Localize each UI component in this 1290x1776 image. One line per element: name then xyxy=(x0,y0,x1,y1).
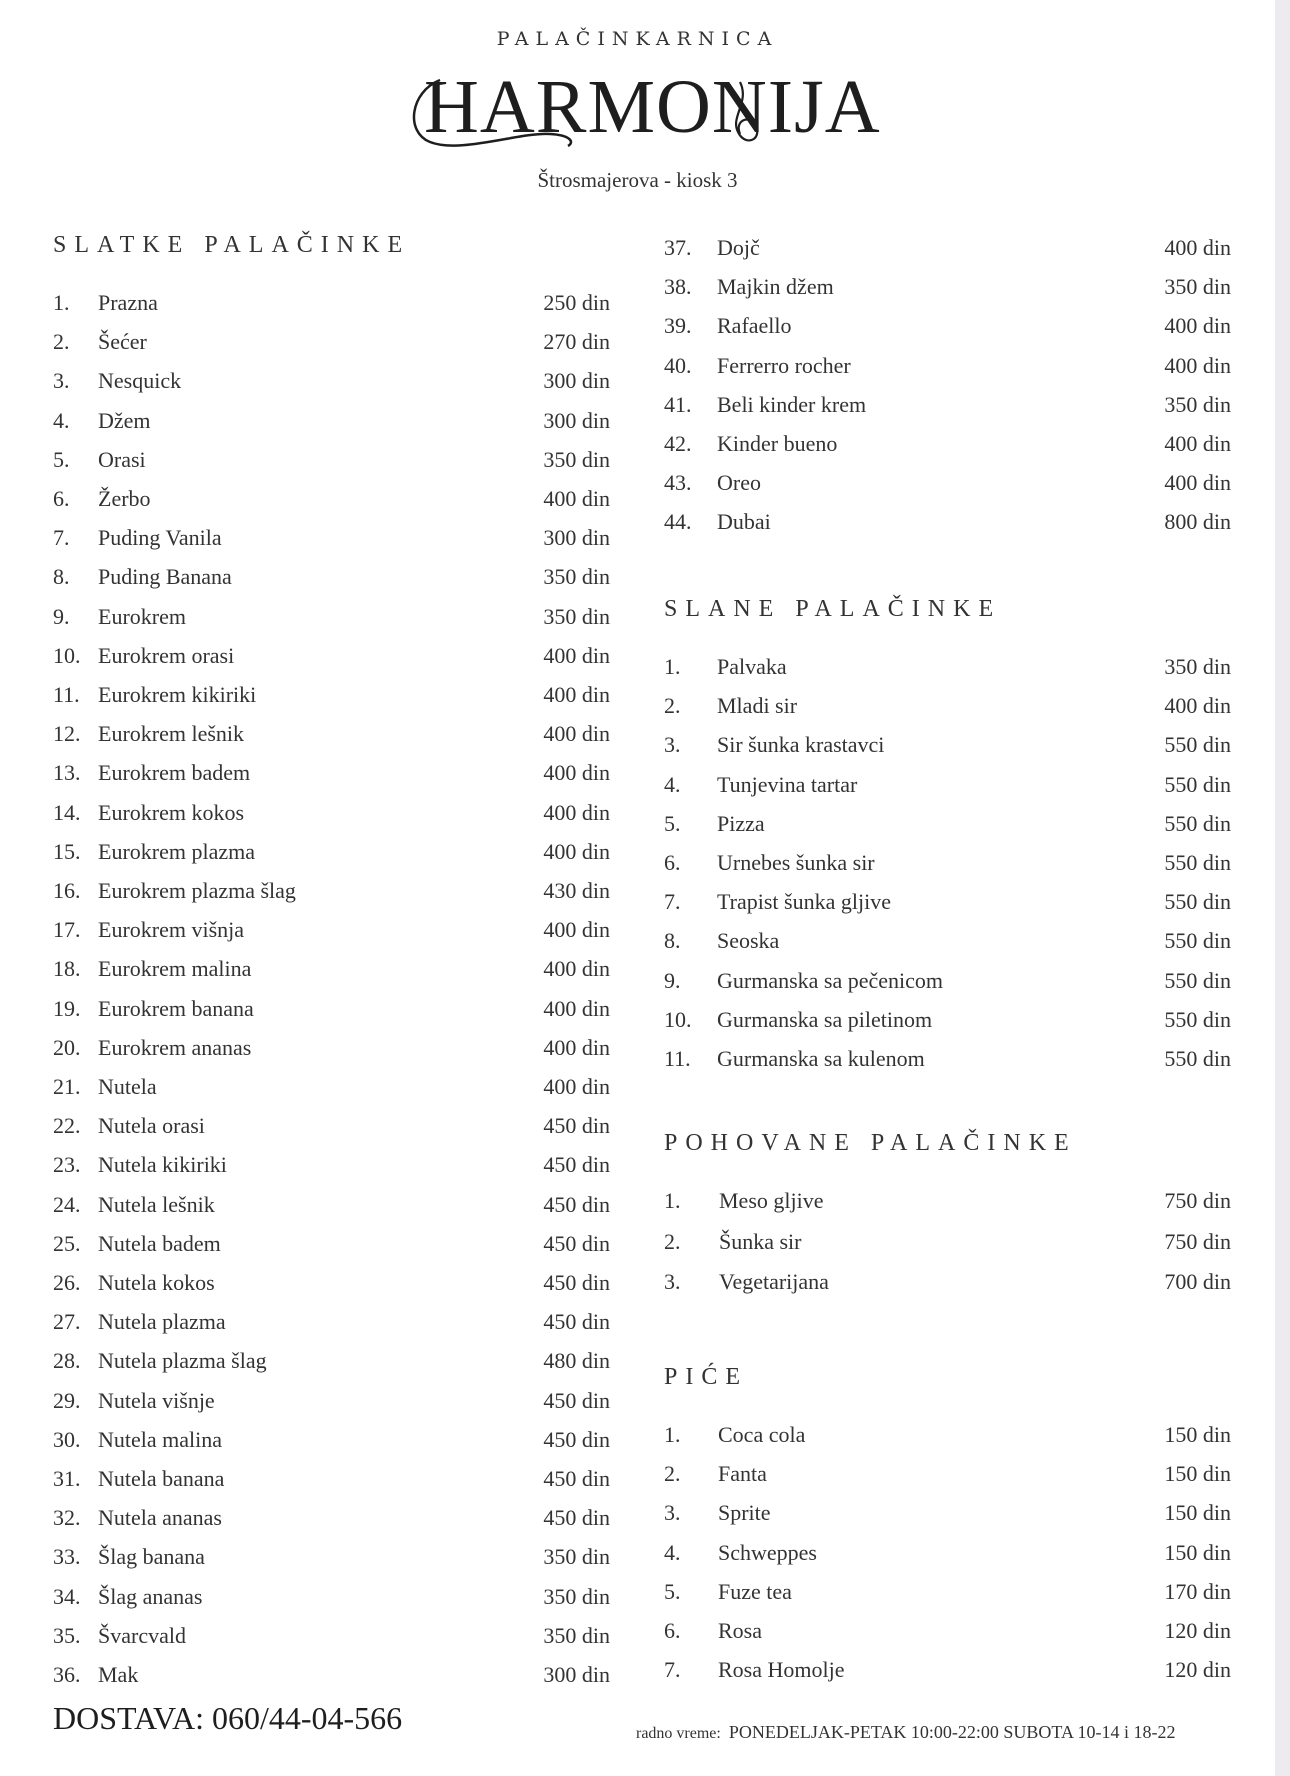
item-price: 120 din xyxy=(1164,1618,1231,1643)
item-name: Ferrerro rocher xyxy=(717,352,851,378)
menu-item xyxy=(53,1068,610,1104)
menu-item xyxy=(53,598,610,634)
item-number: 1. xyxy=(664,654,681,679)
item-number: 33. xyxy=(53,1544,81,1570)
item-price: 550 din xyxy=(1164,928,1231,954)
item-price: 550 din xyxy=(1164,810,1231,836)
item-number: 4. xyxy=(53,407,70,433)
item-price: 170 din xyxy=(1164,1578,1231,1604)
item-number: 7. xyxy=(664,1657,681,1683)
item-name: Rosa Homolje xyxy=(718,1657,845,1683)
item-number: 4. xyxy=(664,771,681,797)
item-name: Kinder bueno xyxy=(717,431,838,456)
item-price: 120 din xyxy=(1164,1657,1231,1683)
menu-item xyxy=(53,402,610,438)
item-number: 8. xyxy=(53,564,70,590)
menu-item xyxy=(664,766,1231,802)
item-name: Nutela višnje xyxy=(98,1387,215,1413)
item-number: 28. xyxy=(53,1348,81,1374)
logo-text: HARMONIJA xyxy=(424,65,881,149)
item-price: 450 din xyxy=(543,1191,610,1217)
item-name: Sir šunka krastavci xyxy=(717,732,885,758)
menu-item xyxy=(53,1538,610,1574)
item-number: 29. xyxy=(53,1387,81,1413)
item-price: 450 din xyxy=(543,1230,610,1256)
menu-item xyxy=(664,1651,1231,1687)
item-number: 1. xyxy=(664,1422,681,1447)
item-number: 36. xyxy=(53,1662,81,1687)
item-number: 1. xyxy=(53,290,70,315)
item-name: Eurokrem orasi xyxy=(98,642,235,668)
item-name: Majkin džem xyxy=(717,274,834,300)
menu-item xyxy=(53,950,610,986)
item-number: 2. xyxy=(53,329,70,355)
item-price: 550 din xyxy=(1164,732,1231,758)
item-name: Eurokrem xyxy=(98,603,186,629)
item-price: 550 din xyxy=(1164,1006,1231,1032)
item-name: Eurokrem višnja xyxy=(98,917,245,943)
item-name: Šlag banana xyxy=(98,1544,205,1570)
item-number: 9. xyxy=(53,603,70,629)
item-price: 550 din xyxy=(1164,1046,1231,1071)
item-price: 150 din xyxy=(1164,1500,1231,1526)
item-price: 300 din xyxy=(543,525,610,551)
item-number: 42. xyxy=(664,431,692,456)
item-number: 10. xyxy=(53,642,81,668)
item-price: 150 din xyxy=(1164,1461,1231,1487)
menu-item xyxy=(664,347,1231,383)
item-price: 550 din xyxy=(1164,771,1231,797)
item-number: 23. xyxy=(53,1152,81,1178)
item-price: 700 din xyxy=(1164,1269,1231,1294)
section-title: POHOVANE PALAČINKE xyxy=(664,1130,1077,1156)
item-number: 37. xyxy=(664,235,692,260)
item-number: 13. xyxy=(53,760,81,786)
menu-item xyxy=(664,1001,1231,1037)
item-price: 400 din xyxy=(543,760,610,786)
item-name: Šlag ananas xyxy=(98,1583,203,1609)
menu-item xyxy=(53,1656,610,1692)
item-number: 7. xyxy=(664,889,681,915)
item-number: 12. xyxy=(53,721,81,747)
menu-item xyxy=(53,558,610,594)
menu-item xyxy=(53,1382,610,1418)
item-price: 550 din xyxy=(1164,889,1231,915)
menu-item xyxy=(53,911,610,947)
item-name: Nutela lešnik xyxy=(98,1191,215,1217)
item-name: Coca cola xyxy=(718,1422,806,1447)
item-price: 550 din xyxy=(1164,967,1231,993)
item-price: 300 din xyxy=(543,1662,610,1687)
item-price: 400 din xyxy=(543,995,610,1021)
item-name: Nutela plazma xyxy=(98,1309,226,1335)
item-price: 400 din xyxy=(1164,693,1231,719)
menu-item xyxy=(664,687,1231,723)
item-number: 16. xyxy=(53,878,81,903)
item-price: 150 din xyxy=(1164,1422,1231,1447)
menu-item xyxy=(53,1421,610,1457)
item-name: Pizza xyxy=(717,810,765,836)
item-name: Žerbo xyxy=(98,486,151,511)
menu-header xyxy=(0,0,1275,210)
item-number: 11. xyxy=(53,682,80,707)
page-edge xyxy=(1275,0,1290,1776)
item-name: Šunka sir xyxy=(719,1228,802,1254)
item-number: 3. xyxy=(664,1269,681,1294)
menu-item xyxy=(53,990,610,1026)
item-number: 32. xyxy=(53,1505,81,1531)
item-number: 7. xyxy=(53,525,70,551)
item-price: 350 din xyxy=(543,446,610,472)
menu-item xyxy=(53,362,610,398)
section-title: PIĆE xyxy=(664,1364,749,1390)
item-name: Eurokrem kokos xyxy=(98,799,245,825)
item-name: Fanta xyxy=(718,1461,767,1487)
item-number: 20. xyxy=(53,1034,81,1060)
menu-item xyxy=(53,637,610,673)
item-number: 5. xyxy=(53,446,70,472)
item-price: 350 din xyxy=(543,1583,610,1609)
menu-item xyxy=(53,1029,610,1065)
item-number: 6. xyxy=(664,850,681,875)
menu-item xyxy=(53,1225,610,1261)
item-number: 24. xyxy=(53,1191,81,1217)
item-price: 350 din xyxy=(543,603,610,629)
item-price: 750 din xyxy=(1164,1228,1231,1254)
item-name: Sprite xyxy=(718,1500,771,1526)
item-price: 400 din xyxy=(543,956,610,982)
item-name: Rafaello xyxy=(717,313,792,339)
item-name: Nutela malina xyxy=(98,1426,223,1452)
item-price: 400 din xyxy=(543,1074,610,1099)
item-number: 21. xyxy=(53,1074,81,1099)
item-name: Palvaka xyxy=(717,654,787,679)
item-name: Nesquick xyxy=(98,368,182,394)
menu-item xyxy=(53,480,610,516)
item-name: Mladi sir xyxy=(717,693,798,719)
item-number: 40. xyxy=(664,352,692,378)
menu-item xyxy=(664,648,1231,684)
item-name: Nutela xyxy=(98,1074,157,1099)
menu-item xyxy=(664,1612,1231,1648)
item-price: 400 din xyxy=(1164,470,1231,496)
item-price: 450 din xyxy=(543,1387,610,1413)
menu-item xyxy=(53,1107,610,1143)
item-name: Eurokrem kikiriki xyxy=(98,682,257,707)
menu-item xyxy=(664,844,1231,880)
menu-item xyxy=(53,1264,610,1300)
item-number: 25. xyxy=(53,1230,81,1256)
menu-item xyxy=(664,229,1231,265)
item-price: 450 din xyxy=(543,1113,610,1139)
menu-item xyxy=(664,962,1231,998)
item-price: 350 din xyxy=(1164,274,1231,300)
item-number: 17. xyxy=(53,917,81,943)
item-name: Švarcvald xyxy=(98,1622,186,1648)
menu-item xyxy=(664,268,1231,304)
item-name: Dojč xyxy=(717,235,760,260)
item-price: 350 din xyxy=(543,1544,610,1570)
item-number: 43. xyxy=(664,470,692,496)
item-name: Eurokrem malina xyxy=(98,956,252,982)
business-type: PALAČINKARNICA xyxy=(496,28,779,50)
item-number: 34. xyxy=(53,1583,81,1609)
menu-item xyxy=(53,519,610,555)
item-number: 26. xyxy=(53,1270,81,1295)
menu-item xyxy=(53,754,610,790)
section-title: SLATKE PALAČINKE xyxy=(53,232,411,258)
menu-item xyxy=(53,1460,610,1496)
item-price: 400 din xyxy=(1164,313,1231,339)
item-name: Oreo xyxy=(717,470,761,496)
menu-item xyxy=(53,1303,610,1339)
item-price: 450 din xyxy=(543,1466,610,1491)
item-number: 1. xyxy=(664,1188,681,1213)
menu-item xyxy=(664,503,1231,539)
item-price: 450 din xyxy=(543,1426,610,1452)
menu-item xyxy=(53,284,610,320)
menu-item xyxy=(664,464,1231,500)
item-number: 39. xyxy=(664,313,692,339)
item-price: 400 din xyxy=(543,642,610,668)
menu-item xyxy=(664,883,1231,919)
item-number: 44. xyxy=(664,509,692,535)
menu-item xyxy=(53,872,610,908)
item-name: Tunjevina tartar xyxy=(717,771,858,797)
item-price: 550 din xyxy=(1164,850,1231,875)
menu-item xyxy=(53,1146,610,1182)
item-number: 14. xyxy=(53,799,81,825)
menu-item xyxy=(664,805,1231,841)
menu-item xyxy=(664,1416,1231,1452)
item-number: 3. xyxy=(664,1500,681,1526)
item-number: 15. xyxy=(53,838,81,864)
item-number: 9. xyxy=(664,967,681,993)
menu-item xyxy=(664,307,1231,343)
item-price: 400 din xyxy=(543,838,610,864)
item-price: 400 din xyxy=(1164,352,1231,378)
item-price: 800 din xyxy=(1164,509,1231,535)
item-name: Dubai xyxy=(717,509,771,535)
item-number: 18. xyxy=(53,956,81,982)
item-number: 35. xyxy=(53,1622,81,1648)
item-name: Nutela kokos xyxy=(98,1270,215,1295)
item-price: 450 din xyxy=(543,1309,610,1335)
item-name: Meso gljive xyxy=(719,1188,824,1213)
working-hours xyxy=(636,1722,1175,1743)
item-name: Schweppes xyxy=(718,1539,817,1565)
item-price: 400 din xyxy=(543,721,610,747)
item-name: Eurokrem plazma xyxy=(98,838,255,864)
item-price: 400 din xyxy=(543,682,610,707)
item-price: 450 din xyxy=(543,1505,610,1531)
item-number: 2. xyxy=(664,1461,681,1487)
item-price: 400 din xyxy=(1164,235,1231,260)
item-number: 41. xyxy=(664,391,692,417)
menu-item xyxy=(664,1534,1231,1570)
item-price: 150 din xyxy=(1164,1539,1231,1565)
item-price: 450 din xyxy=(543,1270,610,1295)
item-name: Urnebes šunka sir xyxy=(717,850,875,875)
menu-item xyxy=(664,1263,1231,1299)
item-name: Nutela orasi xyxy=(98,1113,205,1139)
item-number: 31. xyxy=(53,1466,81,1491)
item-price: 400 din xyxy=(543,917,610,943)
item-name: Mak xyxy=(98,1662,139,1687)
item-price: 250 din xyxy=(543,290,610,315)
item-number: 38. xyxy=(664,274,692,300)
item-name: Nutela plazma šlag xyxy=(98,1348,267,1374)
working-hours-label: radno vreme: xyxy=(636,1725,721,1742)
item-name: Eurokrem ananas xyxy=(98,1034,252,1060)
item-number: 10. xyxy=(664,1006,692,1032)
item-number: 3. xyxy=(664,732,681,758)
item-price: 300 din xyxy=(543,368,610,394)
item-price: 400 din xyxy=(1164,431,1231,456)
item-name: Trapist šunka gljive xyxy=(717,889,891,915)
item-name: Gurmanska sa pečenicom xyxy=(717,967,944,993)
item-number: 6. xyxy=(53,486,70,511)
item-price: 430 din xyxy=(543,878,610,903)
section-title: SLANE PALAČINKE xyxy=(664,596,1002,622)
menu-item xyxy=(53,323,610,359)
menu-item xyxy=(53,441,610,477)
logo xyxy=(400,62,900,162)
item-number: 11. xyxy=(664,1046,691,1071)
item-price: 350 din xyxy=(543,564,610,590)
item-name: Puding Banana xyxy=(98,564,232,590)
item-number: 6. xyxy=(664,1618,681,1643)
item-name: Eurokrem plazma šlag xyxy=(98,878,296,903)
menu-item xyxy=(53,715,610,751)
item-name: Eurokrem badem xyxy=(98,760,251,786)
item-name: Beli kinder krem xyxy=(717,391,867,417)
item-name: Šećer xyxy=(98,329,147,355)
item-number: 4. xyxy=(664,1539,681,1565)
item-name: Orasi xyxy=(98,446,146,472)
item-price: 400 din xyxy=(543,1034,610,1060)
menu-item xyxy=(664,726,1231,762)
item-name: Prazna xyxy=(98,290,158,315)
item-name: Rosa xyxy=(718,1618,762,1643)
item-name: Eurokrem lešnik xyxy=(98,721,245,747)
menu-item xyxy=(53,794,610,830)
item-name: Eurokrem banana xyxy=(98,995,254,1021)
menu-item xyxy=(53,1578,610,1614)
item-number: 8. xyxy=(664,928,681,954)
menu-item xyxy=(664,1455,1231,1491)
item-number: 27. xyxy=(53,1309,81,1335)
item-price: 350 din xyxy=(543,1622,610,1648)
item-number: 22. xyxy=(53,1113,81,1139)
item-price: 480 din xyxy=(543,1348,610,1374)
menu-item xyxy=(664,1223,1231,1259)
menu-item xyxy=(53,1186,610,1222)
item-price: 750 din xyxy=(1164,1188,1231,1213)
item-number: 30. xyxy=(53,1426,81,1452)
item-number: 19. xyxy=(53,995,81,1021)
item-name: Nutela ananas xyxy=(98,1505,222,1531)
item-number: 2. xyxy=(664,1228,681,1254)
menu-item xyxy=(664,1573,1231,1609)
item-number: 2. xyxy=(664,693,681,719)
item-number: 5. xyxy=(664,1578,681,1604)
menu-item xyxy=(664,922,1231,958)
delivery-phone: DOSTAVA: 060/44-04-566 xyxy=(53,1700,403,1736)
menu-item xyxy=(664,386,1231,422)
item-price: 350 din xyxy=(1164,654,1231,679)
item-name: Gurmanska sa piletinom xyxy=(717,1006,933,1032)
item-name: Nutela banana xyxy=(98,1466,225,1491)
item-name: Džem xyxy=(98,407,151,433)
item-price: 300 din xyxy=(543,407,610,433)
item-price: 270 din xyxy=(543,329,610,355)
working-hours-value: PONEDELJAK-PETAK 10:00-22:00 SUBOTA 10-14 i 18-22 xyxy=(728,1722,1176,1742)
item-name: Vegetarijana xyxy=(719,1269,829,1294)
menu-item xyxy=(664,1494,1231,1530)
item-number: 3. xyxy=(53,368,70,394)
item-name: Gurmanska sa kulenom xyxy=(717,1046,925,1071)
menu-item xyxy=(664,425,1231,461)
menu-item xyxy=(664,1040,1231,1076)
item-price: 400 din xyxy=(543,799,610,825)
address: Štrosmajerova - kiosk 3 xyxy=(537,168,738,192)
item-price: 400 din xyxy=(543,486,610,511)
menu-item xyxy=(53,1499,610,1535)
item-price: 350 din xyxy=(1164,391,1231,417)
item-name: Puding Vanila xyxy=(98,525,222,551)
item-name: Nutela kikiriki xyxy=(98,1152,227,1178)
menu-item xyxy=(53,676,610,712)
item-number: 5. xyxy=(664,810,681,836)
item-name: Fuze tea xyxy=(718,1578,792,1604)
menu-item xyxy=(664,1182,1231,1218)
menu-item xyxy=(53,1617,610,1653)
menu-item xyxy=(53,1342,610,1378)
menu-item xyxy=(53,833,610,869)
item-name: Seoska xyxy=(717,928,780,954)
item-price: 450 din xyxy=(543,1152,610,1178)
item-name: Nutela badem xyxy=(98,1230,221,1256)
